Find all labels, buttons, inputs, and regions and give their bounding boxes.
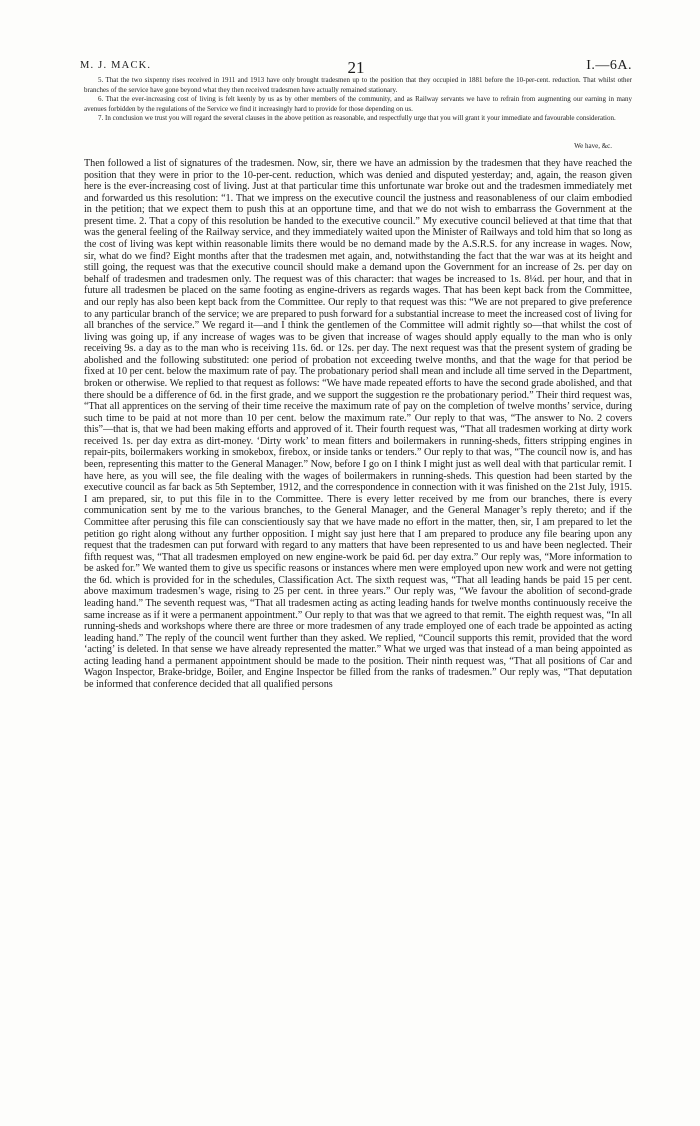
petition-clause-6: 6. That the ever-increasing cost of living is felt keenly by us as by other members of the community, and as Railway servants we have to refrain from augmenting our earning in many avenues forbidden by the regulations of the Service we find it increasingly hard to provide for those depending on us. [84,95,632,113]
petition-signoff: We have, &c. [574,142,612,150]
page-number: 21 [347,58,365,77]
petition-clause-7: 7. In conclusion we trust you will regard the several clauses in the above petition as reasonable, and respectfully urge that you will grant it your immediate and favourable consideration. [98,114,616,122]
petition-clauses [84,76,632,124]
document-reference: I.—6A. [586,58,632,73]
speaker-name: M. J. MACK. [80,60,152,71]
petition-clause-5: 5. That the two sixpenny rises received in 1911 and 1913 have only brought tradesmen up to the position that they occupied in 1881 before the 10-per-cent. reduction. That whilst other branches of the service have gone beyond what they then received tradesmen have actually remained stationary. [84,76,632,94]
page-header [80,58,632,78]
main-text [84,158,632,691]
body-paragraph: Then followed a list of signatures of the tradesmen. Now, sir, there we have an admission by the tradesmen that they have reached the position that they were in prior to the 10-per-cent. reduction, which was denied and disputed yesterday; and, again, the reason given here is the ever-increasing cost of living. Just at that particular time this unfortunate war broke out and the tradesmen immediately met and forwarded us this resolution: “1. That we impress on the executive council the justness and reasonableness of our claim embodied in the petition; that we expect them to push this at an opportune time, and that we do not wish to embarrass the Government at the present time. 2. That a copy of this resolution be handed to the executive council.” My executive council believed at that time that that was the general feeling of the Railway service, and they immediately waited upon the Minister of Railways and told him that so long as the cost of living was kept within reasonable limits there would be no demand made by the A.S.R.S. for any increase in wages. Now, sir, what do we find? Eight months after that the tradesmen met again, and, notwithstanding the fact that the war was at its height and still going, the request was that the executive council should make a demand upon the Government for an increase of 2s. per day on behalf of tradesmen and tradesmen only. The request was of this character: that wages be increased to 1s. 8¼d. per hour, and that in future all tradesmen be placed on the same footing as engine-drivers as regards wages. That has been kept back from the Committee, and our reply has also been kept back from the Committee. Our reply to that request was this: “We are not prepared to give preference to any particular branch of the service; we are prepared to push forward for a substantial increase to meet the increased cost of living for all branches of the service.” We regard it—and I think the gentlemen of the Committee will admit rightly so—that whilst the cost of living was going up, if any increase of wages was to be given that increase of wages should apply equally to the man who is only receiving 9s. a day as to the man who is receiving 11s. 6d. or 12s. per day. The next request was that the present system of grading be abolished and the following substituted: one period of probation not exceeding twelve months, and that the wage for that period be fixed at 10 per cent. below the maximum rate of pay. The probationary period shall mean and include all time served in the Department, broken or otherwise. We replied to that request as follows: “We have made repeated efforts to have the second grade abolished, and that there should be a difference of 6d. in the first grade, and we support the suggestion re the probationary period.” Their third request was, “That all apprentices on the serving of their time receive the maximum rate of pay on the completion of twelve months’ service, during such time to be paid at not more than 10 per cent. below the maximum rate.” Our reply to that was, “The answer to No. 2 covers this”—that is, that we had been making efforts and approved of it. Their fourth request was, “That all tradesmen working at dirty work received 1s. per day extra as dirt-money. ‘Dirty work’ to mean fitters and boilermakers in running-sheds, fitters stripping engines in repair-pits, boilermakers working in smokebox, firebox, or inside tanks or tenders.” Our reply to that was, “The council now is, and has been, representing this matter to the General Manager.” Now, before I go on I think I might just as well deal with that particular remit. I have here, as you will see, the file dealing with the wages of boilermakers in running-sheds. This question had been started by the executive council as far back as 5th September, 1912, and the correspondence in connection with it was finished on the 21st July, 1915. I am prepared, sir, to put this file in to the Committee. There is every letter received by me from our branches, there is every communication sent by me to the various branches, to the General Manager, and the General Manager’s reply thereto; and if the Committee after perusing this file can conscientiously say that we have made no effort in the matter, then, sir, I am prepared to let the petition go right along without any further opposition. I might say just here that I am prepared to produce any file bearing upon any request that the tradesmen can put forward with regard to any matters that have been represented to us and have been neglected. Their fifth request was, “That all tradesmen employed on new engine-work be paid 6d. per day extra.” Our reply was, “More information to be asked for.” We wanted them to give us specific reasons or instances where men were employed upon new work and were not getting the 6d. which is provided for in the schedules, Classification Act. The sixth request was, “That all leading hands be paid 15 per cent. above maximum tradesmen’s wage, rising to 25 per cent. in three years.” Our reply was, “We favour the abolition of second-grade leading hand.” The seventh request was, “That all tradesmen acting as acting leading hands for twelve months continuously receive the same increase as if it were a permanent appointment.” Our reply to that was that we agreed to that remit. The eighth request was, “In all running-sheds and workshops where there are three or more tradesmen of any trade employed one of each trade be appointed as acting leading hand.” The reply of the council went further than they asked. We replied, “Council supports this remit, provided that the word ‘acting’ is deleted. In that sense we have already represented the matter.” What we urged was that instead of a man being appointed as acting leading hand a permanent appointment should be made to the position. Their ninth request was, “That all positions of Car and Wagon Inspector, Brake-bridge, Boiler, and Engine Inspector be filled from the ranks of tradesmen.” Our reply was, “That deputation be informed that conference decided that all qualified persons [84,158,632,691]
